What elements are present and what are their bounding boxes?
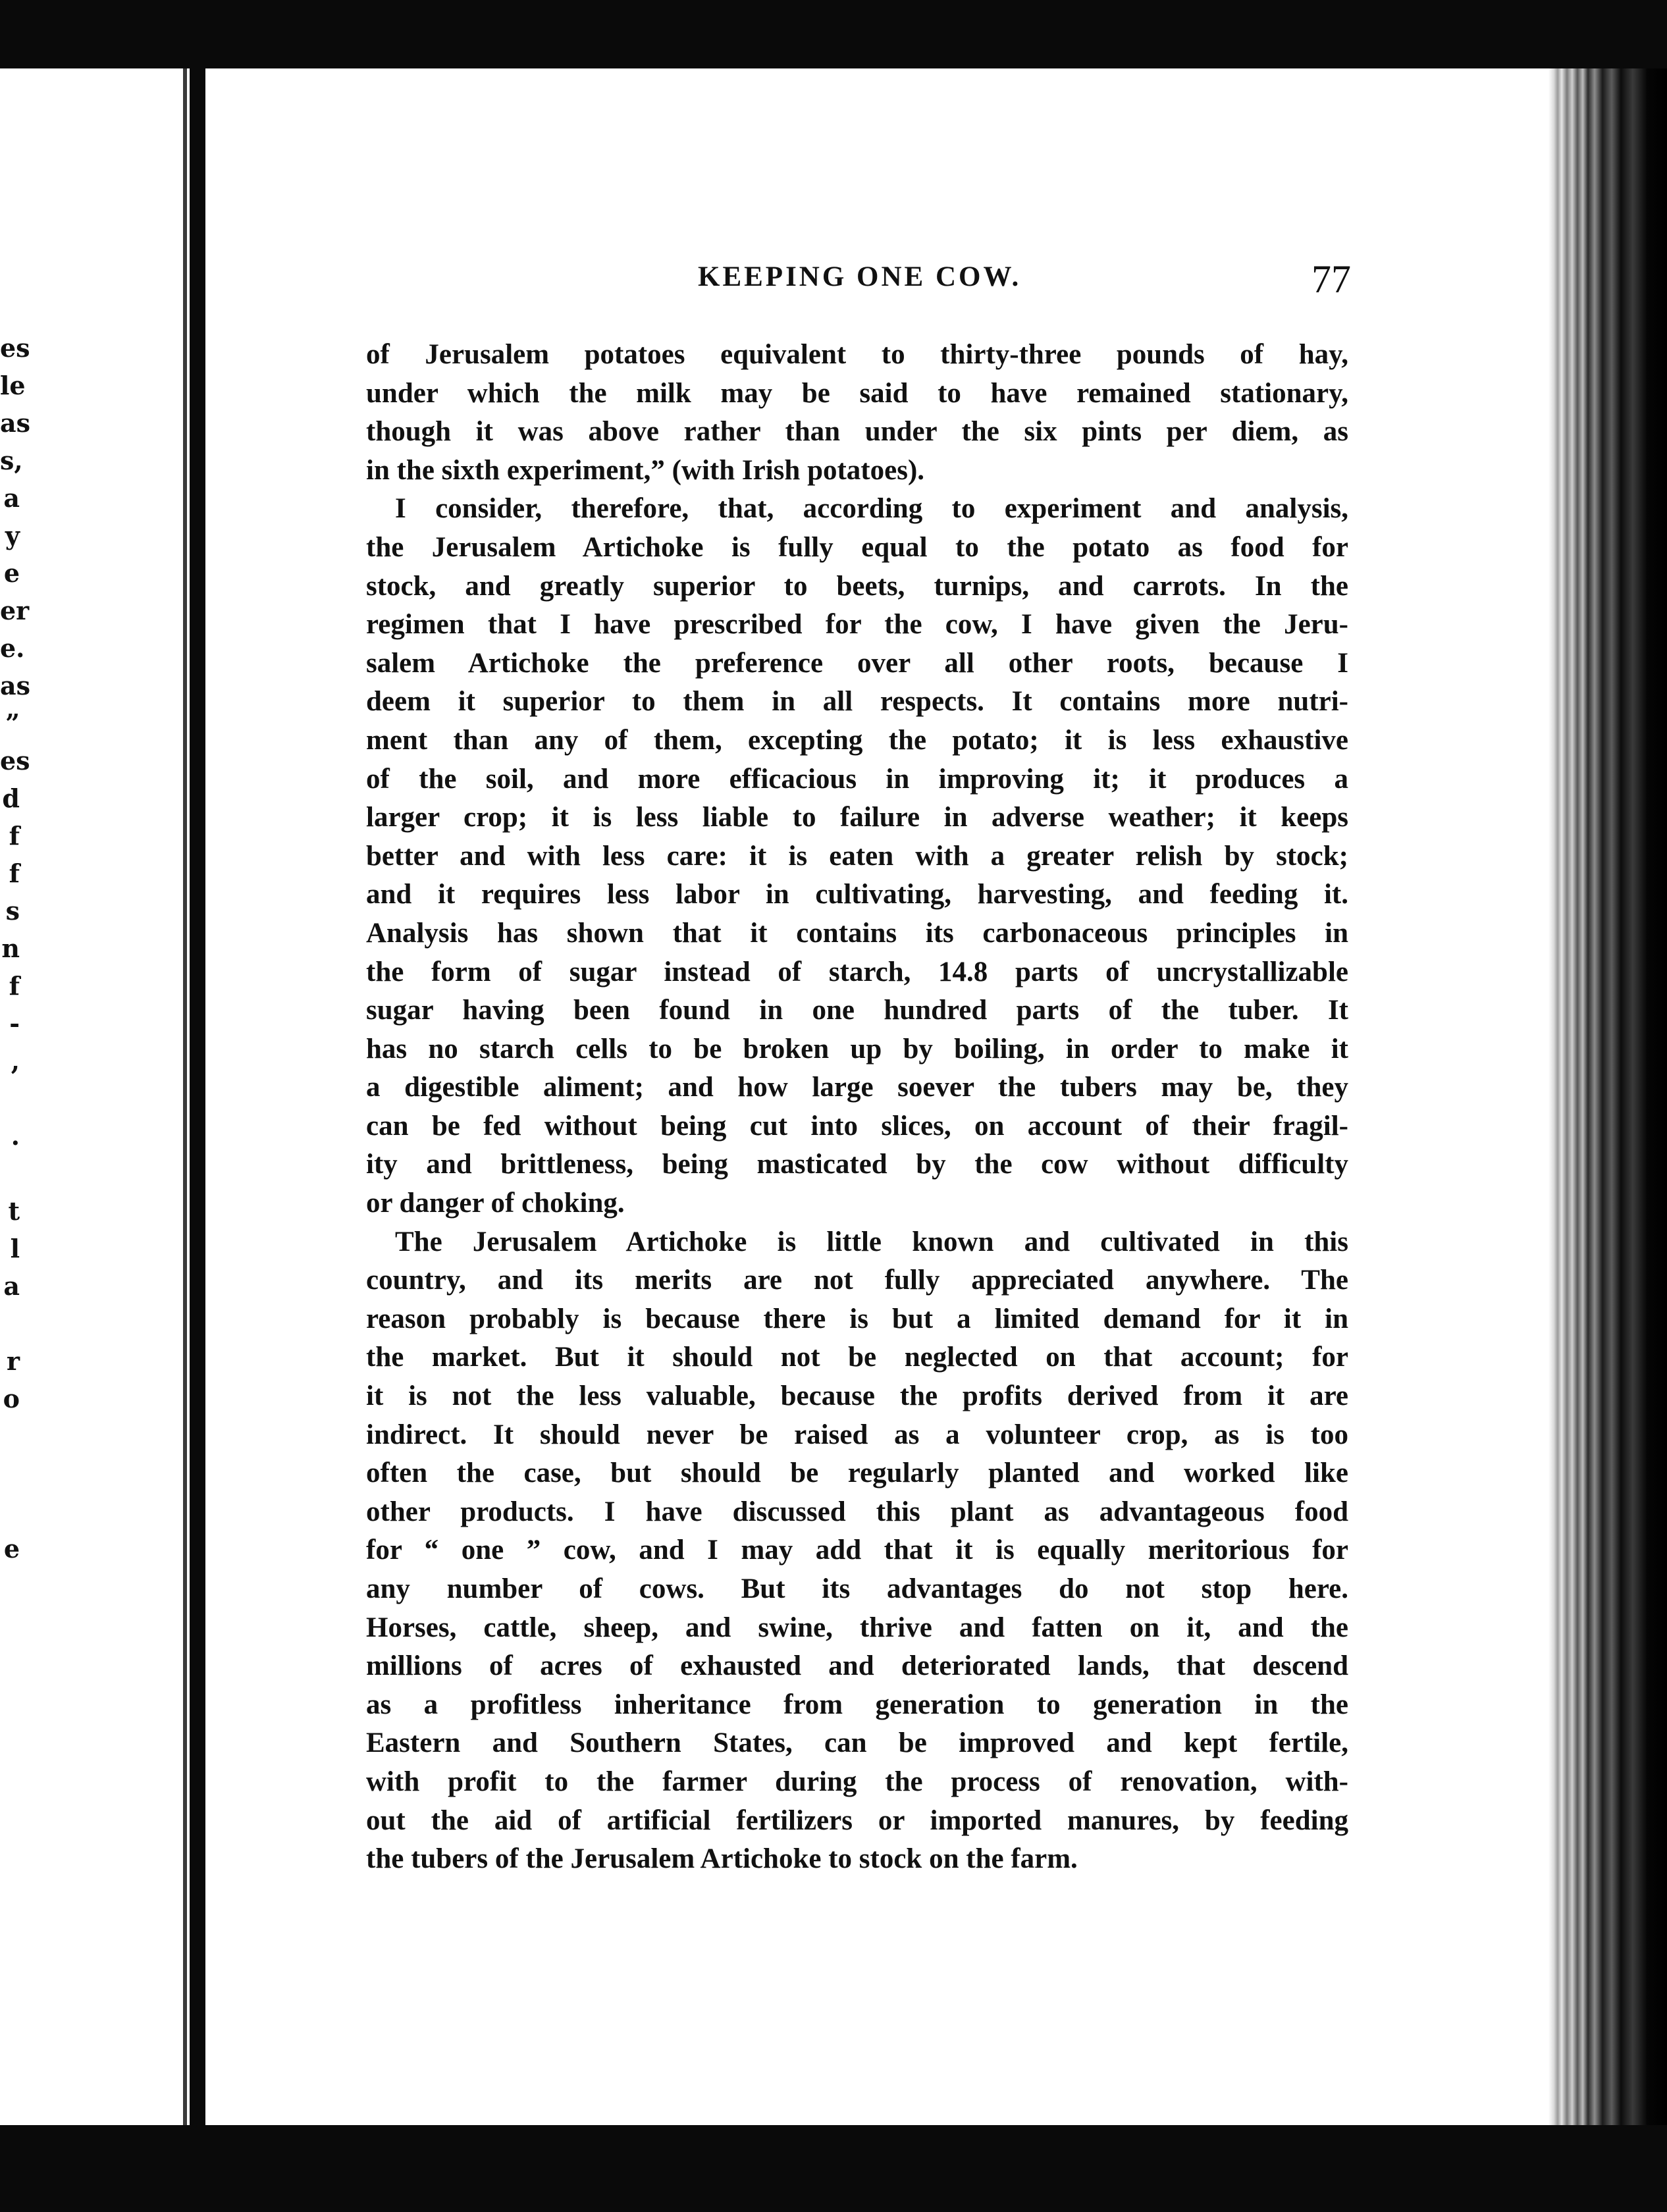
paragraph xyxy=(366,1223,1348,1879)
text-line: the tubers of the Jerusalem Artichoke to stock on the farm. xyxy=(366,1843,1078,1875)
text-line: other products. I have discussed this plant as advantageous food xyxy=(366,1496,1348,1527)
text-line: with profit to the farmer during the process of renovation, with- xyxy=(366,1766,1348,1797)
facing-page-fragment: e. xyxy=(0,633,25,663)
text-line: of Jerusalem potatoes equivalent to thirty-three pounds of hay, xyxy=(366,339,1348,370)
facing-page-fragment: a xyxy=(3,483,20,513)
text-line: for “ one ” cow, and I may add that it is equally meritorious for xyxy=(366,1535,1348,1566)
text-line: the market. But it should not be neglected on that account; for xyxy=(366,1342,1348,1373)
facing-page-fragment: es xyxy=(0,746,30,776)
text-line: a digestible aliment; and how large soever the tubers may be, they xyxy=(366,1072,1348,1103)
text-line: Horses, cattle, sheep, and swine, thrive and fatten on it, and the xyxy=(366,1612,1348,1643)
facing-page-fragment: l xyxy=(10,1234,20,1263)
text-line: I consider, therefore, that, according to experiment and analysis, xyxy=(395,493,1348,525)
text-line: under which the milk may be said to have remained stationary, xyxy=(366,377,1348,409)
facing-page-fragment: e xyxy=(3,1534,20,1564)
page-number: 77 xyxy=(1311,257,1351,301)
page-edges xyxy=(1548,68,1667,2125)
text-line: ment than any of them, excepting the potato; it is less exhaustive xyxy=(366,724,1348,756)
facing-page-fragment: t xyxy=(8,1196,20,1226)
text-line: in the sixth experiment,” (with Irish potatoes). xyxy=(366,454,925,486)
facing-page-fragment: - xyxy=(9,1009,20,1038)
facing-page-fragment: n xyxy=(1,934,20,963)
facing-page-fragments xyxy=(0,329,31,1567)
paragraph xyxy=(366,490,1348,1223)
facing-page-fragment xyxy=(0,1492,20,1530)
text-line: reason probably is because there is but a limited demand for it in xyxy=(366,1303,1348,1334)
text-line: the form of sugar instead of starch, 14.8 parts of uncrystallizable xyxy=(366,956,1348,988)
text-line: often the case, but should be regularly planted and worked like xyxy=(366,1458,1348,1489)
facing-page-fragment: f xyxy=(9,971,20,1001)
facing-page-fragment: , xyxy=(11,1046,20,1076)
facing-page-fragment: . xyxy=(11,1121,20,1151)
scan-border-top xyxy=(0,0,1667,68)
text-line: or danger of choking. xyxy=(366,1188,625,1219)
text-line: country, and its merits are not fully appreciated anywhere. The xyxy=(366,1265,1348,1296)
facing-page-fragment: as xyxy=(0,408,31,438)
facing-page-fragment: f xyxy=(9,858,20,888)
facing-page-fragment: e xyxy=(3,558,20,588)
facing-page-fragment xyxy=(0,1155,20,1192)
text-line: any number of cows. But its advantages do not stop here. xyxy=(366,1573,1348,1604)
facing-page-fragment: er xyxy=(0,596,30,625)
text-line: though it was above rather than under the six pints per diem, as xyxy=(366,416,1348,448)
text-line: larger crop; it is less liable to failure in adverse weather; it keeps xyxy=(366,802,1348,833)
facing-page-fragment: ” xyxy=(5,708,20,738)
text-line: salem Artichoke the preference over all other roots, because I xyxy=(366,647,1348,679)
body-text xyxy=(366,336,1348,1879)
book-gutter xyxy=(190,0,205,2212)
facing-page-fragment: a xyxy=(3,1271,20,1301)
text-line: indirect. It should never be raised as a volunteer crop, as is too xyxy=(366,1419,1348,1450)
text-line: it is not the less valuable, because the profits derived from it are xyxy=(366,1381,1348,1412)
facing-page-fragment xyxy=(0,1305,20,1342)
text-line: and it requires less labor in cultivating, harvesting, and feeding it. xyxy=(366,879,1348,910)
facing-page-fragment: as xyxy=(0,671,31,700)
running-head xyxy=(369,257,1356,301)
paragraph xyxy=(366,336,1348,490)
text-line: stock, and greatly superior to beets, turnips, and carrots. In the xyxy=(366,570,1348,602)
text-line: millions of acres of exhausted and deteriorated lands, that descend xyxy=(366,1650,1348,1682)
text-line: Analysis has shown that it contains its carbonaceous principles in xyxy=(366,917,1348,949)
text-line: deem it superior to them in all respects. It contains more nutri- xyxy=(366,686,1348,718)
text-line: as a profitless inheritance from generation to generation in the xyxy=(366,1689,1348,1720)
text-line: better and with less care: it is eaten with a greater relish by stock; xyxy=(366,840,1348,872)
text-line: Eastern and Southern States, can be improved and kept fertile, xyxy=(366,1727,1348,1759)
facing-page-fragment: s, xyxy=(0,446,23,475)
facing-page-fragment: o xyxy=(3,1384,20,1413)
text-line: regimen that I have prescribed for the cow, I have given the Jeru- xyxy=(366,609,1348,641)
text-line: sugar having been found in one hundred parts of the tuber. It xyxy=(366,995,1348,1026)
text-line: the Jerusalem Artichoke is fully equal to the potato as food for xyxy=(366,531,1348,563)
facing-page-fragment: le xyxy=(0,371,26,400)
text-line: of the soil, and more efficacious in improving it; it produces a xyxy=(366,763,1348,795)
facing-page-fragment: f xyxy=(9,821,20,851)
text-line: has no starch cells to be broken up by boiling, in order to make it xyxy=(366,1033,1348,1065)
text-line: ity and brittleness, being masticated by the cow without difficulty xyxy=(366,1149,1348,1180)
text-line: The Jerusalem Artichoke is little known and cultivated in this xyxy=(395,1226,1348,1257)
facing-page-fragment: d xyxy=(2,783,20,813)
text-line: out the aid of artificial fertilizers or imported manures, by feeding xyxy=(366,1804,1348,1836)
scan-border-bottom xyxy=(0,2125,1667,2212)
running-title: KEEPING ONE COW. xyxy=(698,261,1022,292)
facing-page-fragment: y xyxy=(5,521,20,550)
facing-page-fragment xyxy=(0,1455,20,1492)
facing-page-fragment: r xyxy=(6,1346,20,1376)
text-line: can be fed without being cut into slices, on account of their fragil- xyxy=(366,1110,1348,1142)
book-gutter-shadow xyxy=(183,68,187,2125)
facing-page-fragment xyxy=(0,1417,20,1455)
facing-page-fragment: es xyxy=(0,333,30,363)
facing-page-fragment: s xyxy=(5,896,20,926)
facing-page-fragment xyxy=(0,1080,20,1117)
